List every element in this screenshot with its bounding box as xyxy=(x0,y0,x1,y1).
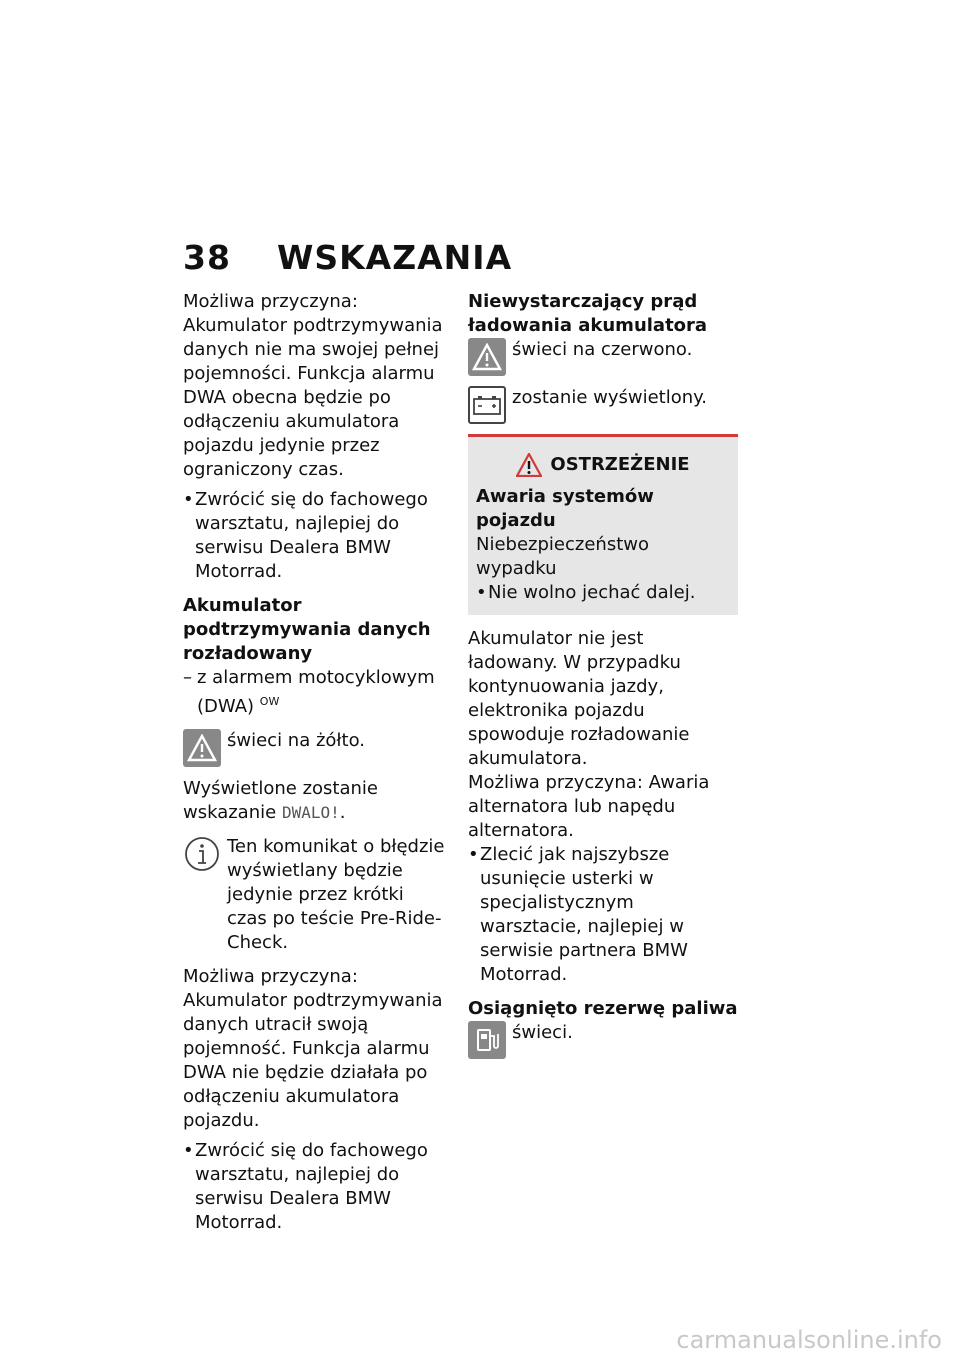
bullet-text: Zlecić jak najszybsze usunięcie usterki w specjalistycznym warsztacie, najlepiej w serwisie partnera BMW Motorrad. xyxy=(480,844,688,985)
section-heading-charging: Niewystarczający prąd ładowania akumulatora xyxy=(468,291,708,336)
warning-header xyxy=(476,453,730,477)
bullet-icon: • xyxy=(468,844,479,865)
indicator-row-fuel xyxy=(468,1021,738,1059)
bullet-text: Zwrócić się do fachowego warsztatu, najlepiej do serwisu Dealera BMW Motorrad. xyxy=(195,489,428,582)
warning-subtitle: Awaria systemów pojazdu xyxy=(476,486,654,531)
info-text: Ten komunikat o błędzie wyświetlany będzie jedynie przez krótki czas po teście Pre-Ride-Check. xyxy=(227,836,445,953)
warning-title: OSTRZEŻENIE xyxy=(550,454,690,475)
warning-text: Niebezpieczeństwo wypadku xyxy=(476,534,649,579)
indicator-row-yellow xyxy=(183,729,445,767)
left-column xyxy=(183,290,445,1235)
indicator-text: zostanie wyświetlony. xyxy=(512,387,707,408)
bullet-icon: • xyxy=(476,582,487,603)
bullet-icon: • xyxy=(183,1140,194,1161)
info-icon xyxy=(183,835,221,873)
fuel-pump-icon xyxy=(468,1021,506,1059)
list-item xyxy=(476,581,730,605)
section-heading-fuel-reserve: Osiągnięto rezerwę paliwa xyxy=(468,998,738,1019)
list-item xyxy=(183,666,445,719)
page-title: WSKAZANIA xyxy=(276,238,513,277)
warning-triangle-icon xyxy=(516,453,542,477)
general-warning-icon xyxy=(183,729,221,767)
list-item xyxy=(468,843,738,987)
watermark: carmanualsonline.info xyxy=(676,1326,942,1354)
section-heading-backup-battery: Akumulator podtrzymywania danych rozładowany xyxy=(183,595,431,664)
paragraph-possible-cause-3: Możliwa przyczyna: Awaria alternatora lub napędu alternatora. xyxy=(468,772,710,841)
indicator-row-red xyxy=(468,338,738,376)
indicator-text: świeci na żółto. xyxy=(227,730,366,751)
indicator-text: świeci na czerwono. xyxy=(512,339,693,360)
paragraph-possible-cause-1: Możliwa przyczyna: Akumulator podtrzymywania danych nie ma swojej pełnej pojemności. Funkcja alarmu DWA obecna będzie po odłączeniu akumulatora pojazdu jedynie przez ograniczony czas. xyxy=(183,291,443,480)
display-code: DWALO! xyxy=(281,803,340,822)
display-suffix-text: . xyxy=(339,802,346,823)
right-column xyxy=(468,290,738,1059)
display-prefix-text: Wyświetlone zostanie wskazanie xyxy=(183,778,378,823)
bullet-text: Zwrócić się do fachowego warsztatu, najlepiej do serwisu Dealera BMW Motorrad. xyxy=(195,1140,428,1233)
warning-box xyxy=(468,434,738,615)
bullet-icon: • xyxy=(183,489,194,510)
dash-text: z alarmem motocyklowym (DWA) xyxy=(197,667,435,717)
battery-icon xyxy=(468,386,506,424)
bullet-text: Nie wolno jechać dalej. xyxy=(488,582,696,603)
general-warning-icon xyxy=(468,338,506,376)
paragraph-not-charged: Akumulator nie jest ładowany. W przypadku kontynuowania jazdy, elektronika pojazdu spowoduje rozładowanie akumulatora. xyxy=(468,628,690,769)
paragraph-display xyxy=(183,777,445,825)
info-note xyxy=(183,835,445,955)
indicator-text: świeci. xyxy=(512,1022,573,1043)
list-item xyxy=(183,1139,445,1235)
indicator-row-battery xyxy=(468,386,738,424)
dash-icon: – xyxy=(183,667,192,688)
page-number: 38 xyxy=(183,238,231,277)
paragraph-possible-cause-2: Możliwa przyczyna: Akumulator podtrzymywania danych utracił swoją pojemność. Funkcja alarmu DWA nie będzie działała po odłączeniu akumulatora pojazdu. xyxy=(183,966,443,1131)
list-item xyxy=(183,488,445,584)
option-superscript: OW xyxy=(259,695,280,708)
page-header xyxy=(183,238,512,277)
